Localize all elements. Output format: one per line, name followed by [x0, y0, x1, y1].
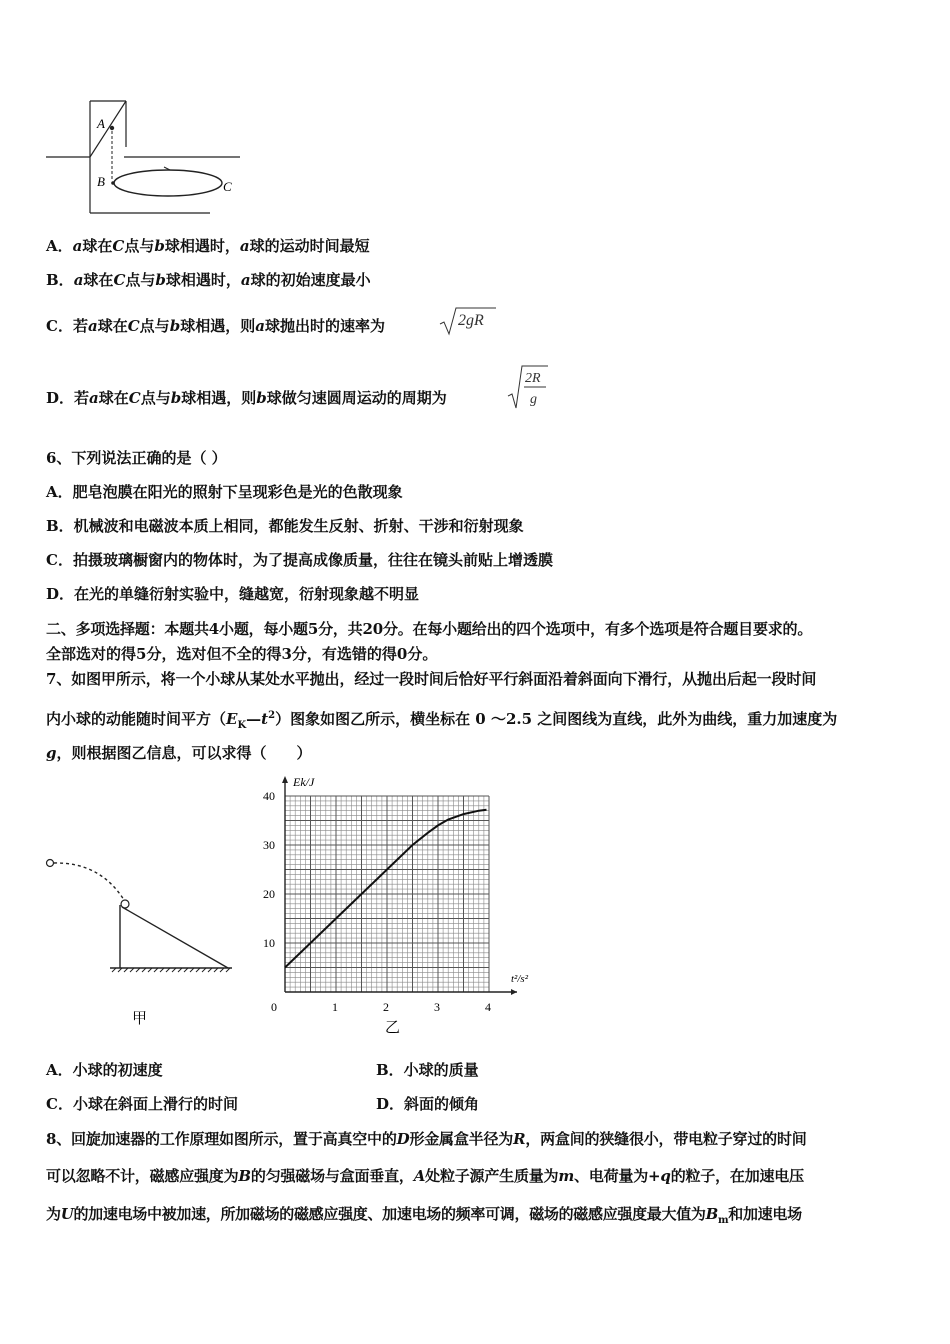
q6-stem: 6、下列说法正确的是（ ） [46, 449, 227, 467]
ek-curve [285, 810, 487, 968]
q5-option-d[interactable]: D．若a球在C点与b球相遇，则b球做匀速圆周运动的周期为 [46, 389, 447, 407]
caption-yi: 乙 [385, 1020, 401, 1036]
formula-2R: 2R [525, 371, 541, 386]
q8-stem-line3: 为U的加速电场中被加速，所加磁场的磁感应强度、加速电场的频率可调，磁场的磁感应强度最大值为$B_m$和加速电场 [46, 1205, 802, 1226]
x-tick-label: 1 [332, 1000, 338, 1014]
q8-stem-line1: 8、回旋加速器的工作原理如图所示，置于高真空中的D形金属盒半径为R，两盒间的狭缝很小，带电粒子穿过的时间 [46, 1130, 807, 1148]
section2-heading: 二、多项选择题：本题共4小题，每小题5分，共20分。在每小题给出的四个选项中，有多个选项是符合题目要求的。 [46, 620, 813, 638]
q8-stem-line2: 可以忽略不计，磁感应强度为B的匀强磁场与盒面垂直，A处粒子源产生质量为m、电荷量为+q的粒子，在加速电压 [46, 1167, 804, 1185]
y-tick-label: 10 [263, 936, 275, 950]
y-tick-label: 40 [263, 789, 275, 803]
q6-option-a[interactable]: A．肥皂泡膜在阳光的照射下呈现彩色是光的色散现象 [46, 483, 403, 501]
q6-option-b[interactable]: B．机械波和电磁波本质上相同，都能发生反射、折射、干涉和衍射现象 [46, 517, 524, 535]
q5-option-a[interactable]: A．a球在C点与b球相遇时，a球的运动时间最短 [46, 237, 370, 255]
formula-g: g [530, 392, 537, 407]
q6-option-d[interactable]: D．在光的单缝衍射实验中，缝越宽，衍射现象越不明显 [46, 585, 420, 603]
formula-2gR: 2gR [458, 312, 484, 329]
figure-projectile-incline [40, 850, 240, 1030]
section2-rules: 全部选对的得5分，选对但不全的得3分，有选错的得0分。 [46, 645, 438, 663]
q7-option-b[interactable]: B．小球的质量 [376, 1061, 479, 1079]
q7-stem-line1: 7、如图甲所示，将一个小球从某处水平抛出，经过一段时间后恰好平行斜面沿着斜面向下滑行，从抛出后起一段时间 [46, 670, 817, 688]
x-tick-label: 2 [383, 1000, 389, 1014]
q7-option-d[interactable]: D．斜面的倾角 [376, 1095, 480, 1113]
q6-option-c[interactable]: C．拍摄玻璃橱窗内的物体时，为了提高成像质量，往往在镜头前贴上增透膜 [46, 551, 553, 569]
caption-jia: 甲 [132, 1011, 148, 1027]
x-tick-label: 0 [271, 1000, 277, 1014]
formula-sqrt-2gR [438, 302, 498, 338]
y-tick-label: 20 [263, 887, 275, 901]
q7-option-c[interactable]: C．小球在斜面上滑行的时间 [46, 1095, 238, 1113]
formula-sqrt-2R-over-g [506, 362, 550, 412]
q5-option-b[interactable]: B．a球在C点与b球相遇时，a球的初始速度最小 [46, 271, 371, 289]
q7-stem-line3: g，则根据图乙信息，可以求得（ ） [46, 744, 312, 762]
figure-circle-motion [40, 95, 250, 225]
label-B: B [97, 174, 105, 189]
ek-t2-chart [255, 770, 545, 1040]
x-axis-label: t²/s² [511, 973, 528, 985]
label-A: A [97, 116, 105, 131]
q5-option-c[interactable]: C．若a球在C点与b球相遇，则a球抛出时的速率为 [46, 317, 385, 335]
y-axis-label: Ek/J [293, 775, 315, 789]
q7-option-a[interactable]: A．小球的初速度 [46, 1061, 163, 1079]
x-tick-label: 4 [485, 1000, 491, 1014]
label-C: C [223, 179, 232, 194]
q7-stem-line2: 内小球的动能随时间平方$(E_K—t^2)$图象如图乙所示，横坐标在 0 ～2.5 之间图线为直线，此外为曲线，重力加速度为 [46, 710, 838, 731]
x-tick-label: 3 [434, 1000, 440, 1014]
y-tick-label: 30 [263, 838, 275, 852]
